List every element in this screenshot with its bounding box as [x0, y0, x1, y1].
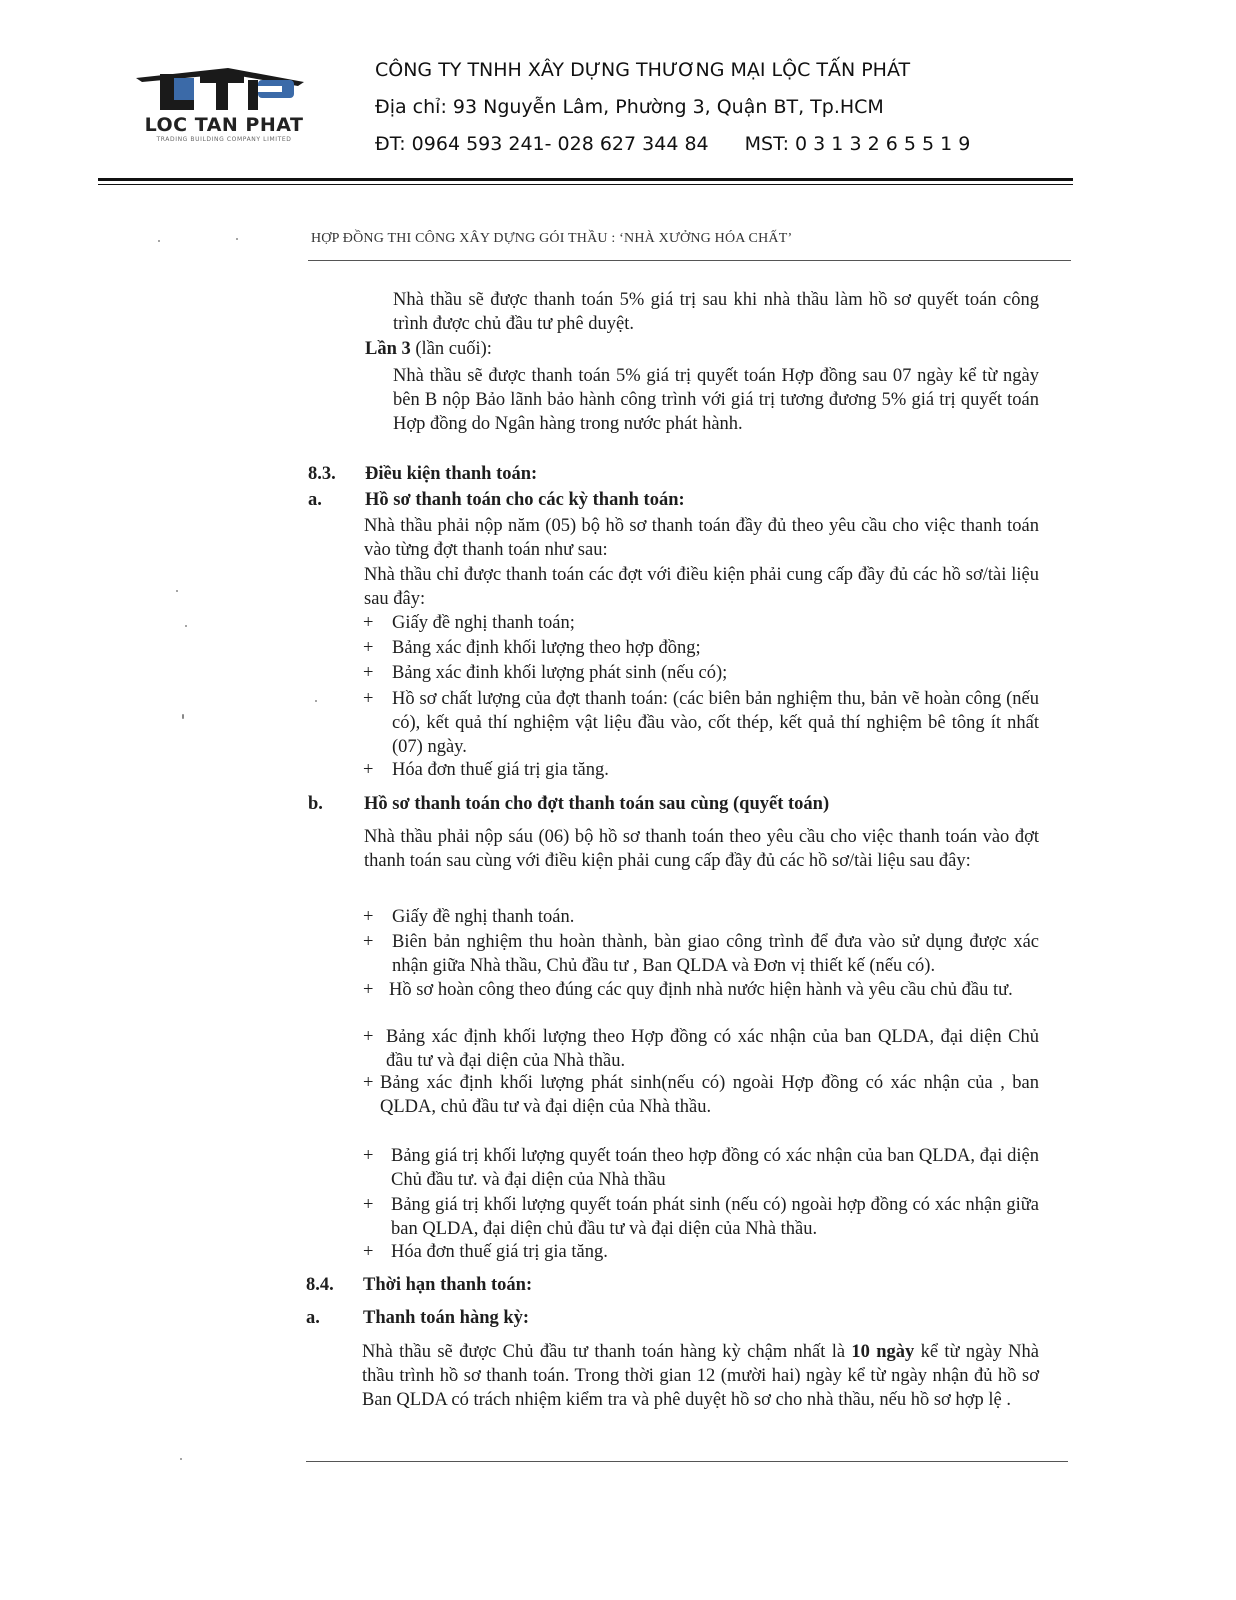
- section-8-4-title: Thời hạn thanh toán:: [363, 1275, 533, 1295]
- list-item: Giấy đề nghị thanh toán;: [392, 613, 575, 633]
- installment-3-label: [365, 337, 492, 361]
- periodic-payment-text-start: Nhà thầu sẽ được Chủ đầu tư thanh toán hàng kỳ chậm nhất là: [362, 1342, 852, 1362]
- paragraph-a-conditions: Nhà thầu chỉ được thanh toán các đợt với điều kiện phải cung cấp đầy đủ các hồ sơ/tài liệu sau đây:: [364, 565, 1039, 609]
- bullet-plus-icon: +: [363, 760, 374, 780]
- letterhead-divider-thin: [98, 184, 1073, 185]
- bullet-plus-icon: +: [363, 907, 374, 927]
- logo-name: LOC TAN PHAT: [144, 114, 304, 136]
- paragraph-a-submit-5-sets: Nhà thầu phải nộp năm (05) bộ hồ sơ thanh toán đầy đủ theo yêu cầu cho việc thanh toán vào từng đợt thanh toán như sau:: [364, 516, 1039, 560]
- paragraph-installment-3: Nhà thầu sẽ được thanh toán 5% giá trị quyết toán Hợp đồng sau 07 ngày kể từ ngày bên B nộp Bảo lãnh bảo hành công trình với giá trị tương đương 5% giá trị quyết toán Hợp đồng do Ngân hàng trong nước phát hành.: [393, 366, 1039, 434]
- scan-speck: [185, 625, 187, 627]
- paragraph-b-submit-6-sets: Nhà thầu phải nộp sáu (06) bộ hồ sơ thanh toán theo yêu cầu cho việc thanh toán vào đợt thanh toán sau cùng với điều kiện phải cung cấp đầy đủ các hồ sơ/tài liệu sau đây:: [364, 827, 1039, 871]
- list-item: Biên bản nghiệm thu hoàn thành, bàn giao công trình để đưa vào sử dụng được xác nhận giữa Nhà thầu, Chủ đầu tư , Ban QLDA và Đơn vị thiết kế (nếu có).: [392, 932, 1039, 976]
- scan-speck: [182, 714, 184, 719]
- periodic-payment-text-end: kể từ ngày Nhà thầu trình hồ sơ thanh toán. Trong thời gian 12 (mười hai) ngày kể từ ngày nhận đủ hồ sơ Ban QLDA có trách nhiệm kiểm tra và phê duyệt hồ sơ cho nhà thầu, nếu hồ sơ hợp lệ .: [362, 1342, 1039, 1410]
- company-address: Địa chỉ: 93 Nguyễn Lâm, Phường 3, Quận BT, Tp.HCM: [375, 96, 884, 118]
- list-item: Bảng xác định khối lượng phát sinh(nếu có) ngoài Hợp đồng có xác nhận của , ban QLDA, chủ đầu tư và đại diện của Nhà thầu.: [380, 1073, 1039, 1117]
- bullet-plus-icon: +: [363, 1242, 374, 1262]
- bullet-plus-icon: +: [363, 613, 374, 633]
- bullet-plus-icon: +: [363, 980, 374, 1000]
- subsection-b-label: b.: [308, 794, 323, 814]
- subsection-a-label: a.: [308, 490, 322, 510]
- bullet-plus-icon: +: [363, 689, 374, 709]
- subsection-a2-label: a.: [306, 1308, 320, 1328]
- company-tax-code: MST: 0 3 1 3 2 6 5 5 1 9: [744, 133, 971, 155]
- logo-house-icon: [108, 62, 340, 114]
- bullet-plus-icon: +: [363, 932, 374, 952]
- company-info: [375, 52, 970, 163]
- scan-speck: [180, 1458, 182, 1460]
- footer-rule: [306, 1461, 1068, 1462]
- scan-speck: [236, 238, 238, 240]
- header-rule: [308, 260, 1071, 261]
- periodic-payment-deadline: 10 ngày: [851, 1342, 915, 1362]
- section-8-3-number: 8.3.: [308, 464, 336, 484]
- scan-speck: [176, 590, 178, 592]
- company-name: CÔNG TY TNHH XÂY DỰNG THƯƠNG MẠI LỘC TẤN PHÁT: [375, 59, 911, 81]
- bullet-plus-icon: +: [363, 1195, 374, 1215]
- subsection-a2-title: Thanh toán hàng kỳ:: [363, 1308, 530, 1328]
- list-item: Hóa đơn thuế giá trị gia tăng.: [392, 760, 609, 780]
- bullet-plus-icon: +: [363, 1027, 374, 1047]
- company-contact: [375, 126, 970, 163]
- list-item: Hồ sơ hoàn công theo đúng các quy định nhà nước hiện hành và yêu cầu chủ đầu tư.: [389, 980, 1013, 1000]
- subsection-b-title: Hồ sơ thanh toán cho đợt thanh toán sau cùng (quyết toán): [364, 794, 830, 814]
- section-8-3-title: Điều kiện thanh toán:: [365, 464, 538, 484]
- section-8-4-number: 8.4.: [306, 1275, 334, 1295]
- bullet-plus-icon: +: [363, 638, 374, 658]
- company-phone: ĐT: 0964 593 241- 028 627 344 84: [375, 133, 709, 155]
- list-item: Hồ sơ chất lượng của đợt thanh toán: (các biên bản nghiệm thu, bản vẽ hoàn công (nếu có), kết quả thí nghiệm vật liệu đầu vào, cốt thép, kết quả thí nghiệm bê tông ít nhất (07) ngày.: [392, 689, 1039, 757]
- bullet-plus-icon: +: [363, 663, 374, 683]
- bullet-plus-icon: +: [363, 1073, 374, 1093]
- list-item: Bảng xác đinh khối lượng phát sinh (nếu có);: [392, 663, 728, 683]
- list-item: Hóa đơn thuế giá trị gia tăng.: [391, 1242, 608, 1262]
- list-item: Bảng xác định khối lượng theo Hợp đồng có xác nhận của ban QLDA, đại diện Chủ đầu tư và đại diện của Nhà thầu.: [386, 1027, 1039, 1071]
- running-header: HỢP ĐỒNG THI CÔNG XÂY DỰNG GÓI THẦU : ‘NHÀ XƯỞNG HÓA CHẤT’: [311, 231, 793, 246]
- installment-3-title: Lần 3: [365, 339, 411, 359]
- logo-subtitle: TRADING BUILDING COMPANY LIMITED: [156, 136, 292, 143]
- scan-speck: [158, 240, 160, 242]
- list-item: Bảng giá trị khối lượng quyết toán phát sinh (nếu có) ngoài hợp đồng có xác nhận giữa ban QLDA, đại diện chủ đầu tư và đại diện của Nhà thầu.: [391, 1195, 1039, 1239]
- list-item: Bảng xác định khối lượng theo hợp đồng;: [392, 638, 701, 658]
- paragraph-periodic-payment: [362, 1340, 1039, 1412]
- subsection-a-title: Hồ sơ thanh toán cho các kỳ thanh toán:: [365, 490, 685, 510]
- company-logo: [108, 62, 340, 146]
- list-item: Bảng giá trị khối lượng quyết toán theo hợp đồng có xác nhận của ban QLDA, đại diện Chủ đầu tư. và đại diện của Nhà thầu: [391, 1146, 1039, 1190]
- letterhead-divider-thick: [98, 178, 1073, 181]
- paragraph-payment-5pct-settlement: Nhà thầu sẽ được thanh toán 5% giá trị sau khi nhà thầu làm hồ sơ quyết toán công trình được chủ đầu tư phê duyệt.: [393, 290, 1039, 334]
- list-item: Giấy đề nghị thanh toán.: [392, 907, 575, 927]
- bullet-plus-icon: +: [363, 1146, 374, 1166]
- scan-speck: [315, 700, 317, 702]
- installment-3-note: (lần cuối):: [410, 339, 492, 359]
